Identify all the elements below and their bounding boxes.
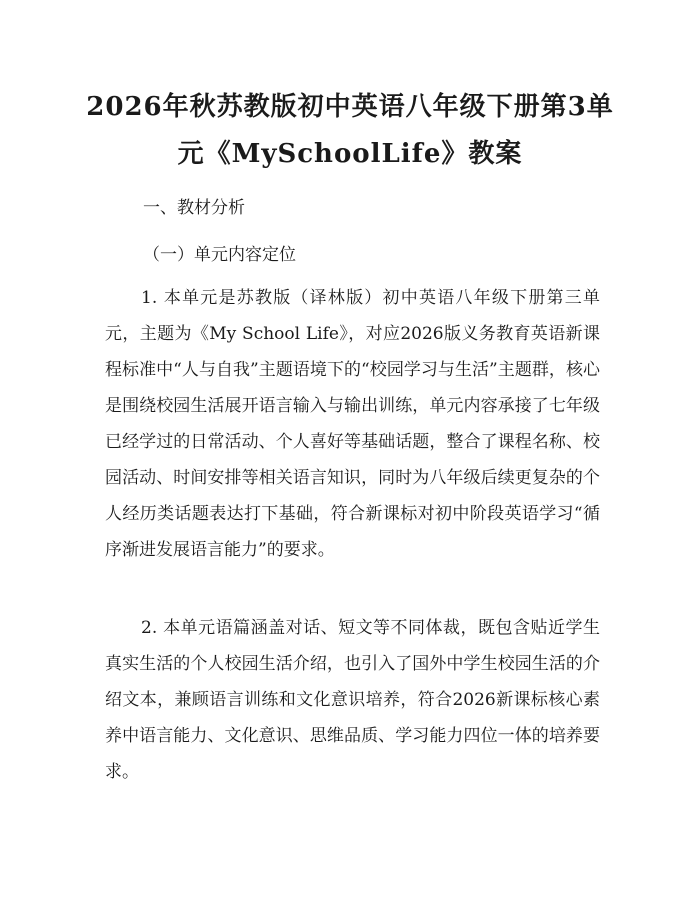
paragraph-1: 1. 本单元是苏教版（译林版）初中英语八年级下册第三单元，主题为《My School Life》，对应2026版义务教育英语新课程标准中“人与自我”主题语境下的“校园学习与生活”主题群，核心是围绕校园生活展开语言输入与输出训练，单元内容承接了七年级已经学过的日常活动、个人喜好等基础话题，整合了课程名称、校园活动、时间安排等相关语言知识，同时为八年级后续更复杂的个人经历类话题表达打下基础，符合新课标对初中阶段英语学习“循序渐进发展语言能力”的要求。 bbox=[105, 288, 600, 560]
subsection-heading: （一）单元内容定位 bbox=[143, 245, 296, 265]
paragraph-2: 2. 本单元语篇涵盖对话、短文等不同体裁，既包含贴近学生真实生活的个人校园生活介绍，也引入了国外中学生校园生活的介绍文本，兼顾语言训练和文化意识培养，符合2026新课标核心素养中语言能力、文化意识、思维品质、学习能力四位一体的培养要求。 bbox=[105, 618, 600, 782]
section-heading: 一、教材分析 bbox=[143, 198, 245, 218]
document-title-line-2: 元《MySchoolLife》教案 bbox=[177, 139, 523, 169]
document-title-line-1: 2026年秋苏教版初中英语八年级下册第3单 bbox=[86, 92, 614, 122]
